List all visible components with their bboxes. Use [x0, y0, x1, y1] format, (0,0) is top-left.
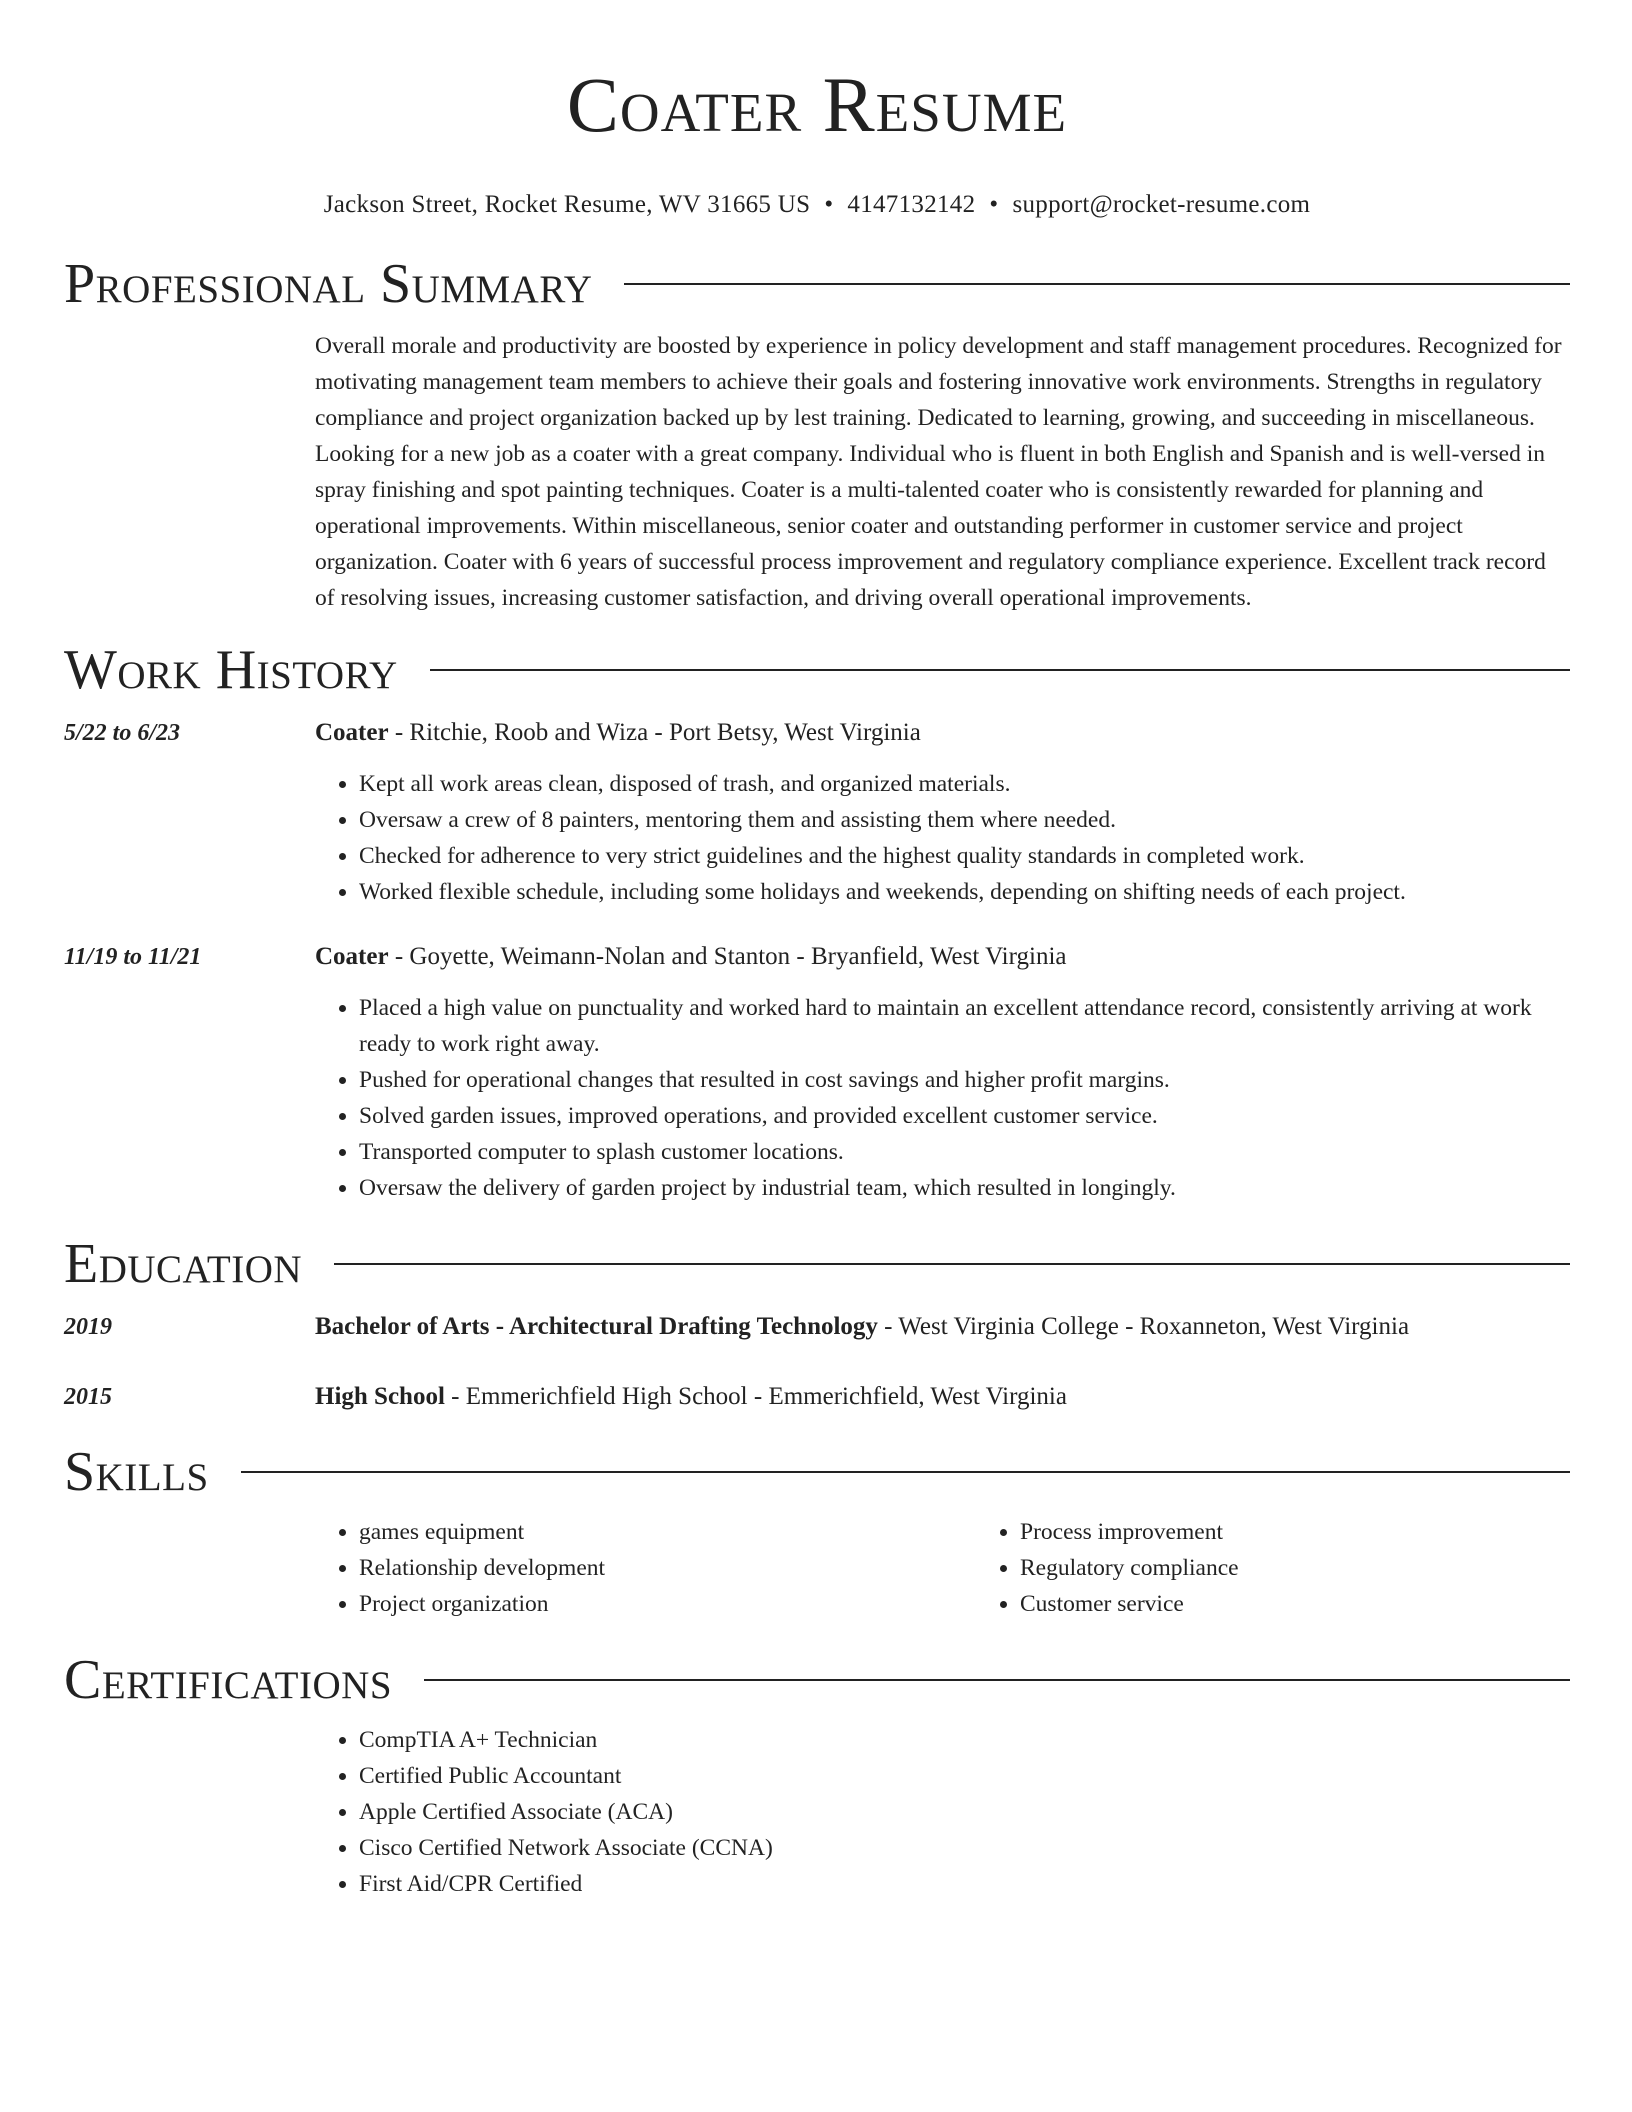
list-item: • Worked flexible schedule, including some holidays and weekends, depending on shifting needs of each project. — [359, 874, 1570, 910]
skills-column-left — [315, 1514, 976, 1622]
email: support@rocket-resume.com — [1012, 191, 1311, 218]
work-section-header — [64, 638, 1570, 702]
list-item: • Pushed for operational changes that resulted in cost savings and higher profit margins. — [359, 1062, 1570, 1098]
address: Jackson Street, Rocket Resume, WV 31665 US — [323, 191, 811, 218]
job-details: - Goyette, Weimann-Nolan and Stanton - Bryanfield, West Virginia — [388, 943, 1067, 970]
job-headline — [315, 716, 921, 750]
education-degree: Bachelor of Arts - Architectural Drafting Technology — [315, 1313, 878, 1340]
job-bullets — [315, 990, 1570, 1206]
list-item: • Kept all work areas clean, disposed of trash, and organized materials. — [359, 766, 1570, 802]
skill-item: • Customer service — [1020, 1586, 1632, 1622]
contact-separator: • — [989, 191, 999, 218]
job-entry — [64, 716, 1570, 910]
skills-column-right — [976, 1514, 1632, 1622]
list-item: • Placed a high value on punctuality and worked hard to maintain an excellent attendance record, consistently arriving at work ready to work right away. — [359, 990, 1570, 1062]
education-entry — [64, 1310, 1570, 1344]
section-divider — [624, 283, 1570, 285]
education-entry — [64, 1380, 1570, 1414]
education-year: 2019 — [64, 1314, 112, 1340]
list-item: • Transported computer to splash customer locations. — [359, 1134, 1570, 1170]
job-entry — [64, 940, 1570, 1206]
skill-item: • games equipment — [359, 1514, 976, 1550]
job-header — [64, 940, 1570, 974]
skills-heading: Skills — [64, 1441, 209, 1503]
summary-heading: Professional Summary — [64, 253, 593, 315]
job-header — [64, 716, 1570, 750]
certification-item: • CompTIA A+ Technician — [359, 1722, 1570, 1758]
phone: 4147132142 — [847, 191, 976, 218]
certification-item: • First Aid/CPR Certified — [359, 1866, 1570, 1902]
summary-body — [315, 328, 1570, 616]
job-bullets — [315, 766, 1570, 910]
skill-item: • Regulatory compliance — [1020, 1550, 1632, 1586]
job-dates: 11/19 to 11/21 — [64, 944, 202, 970]
job-dates: 5/22 to 6/23 — [64, 720, 181, 746]
skill-item: • Relationship development — [359, 1550, 976, 1586]
contact-line — [64, 188, 1570, 222]
resume-name: Coater Resume — [566, 61, 1068, 148]
education-section-header — [64, 1232, 1570, 1296]
job-details: - Ritchie, Roob and Wiza - Port Betsy, West Virginia — [388, 719, 921, 746]
certifications-section-header — [64, 1648, 1570, 1712]
skills-section-header — [64, 1440, 1570, 1504]
section-divider — [334, 1263, 1570, 1265]
education-year: 2015 — [64, 1384, 112, 1410]
contact-separator: • — [824, 191, 834, 218]
education-details: - Emmerichfield High School - Emmerichfield, West Virginia — [444, 1383, 1067, 1410]
education-heading: Education — [64, 1233, 303, 1295]
section-divider — [241, 1471, 1570, 1473]
section-divider — [424, 1679, 1570, 1681]
job-headline — [315, 940, 1066, 974]
education-degree: High School — [315, 1383, 445, 1410]
certifications-list — [315, 1722, 1570, 1902]
summary-section-header — [64, 252, 1570, 316]
education-headline — [315, 1380, 1067, 1414]
job-title: Coater — [315, 943, 389, 970]
certification-item: • Certified Public Accountant — [359, 1758, 1570, 1794]
education-headline — [315, 1310, 1409, 1344]
skill-item: • Process improvement — [1020, 1514, 1632, 1550]
job-title: Coater — [315, 719, 389, 746]
list-item: • Oversaw a crew of 8 painters, mentoring them and assisting them where needed. — [359, 802, 1570, 838]
education-details: - West Virginia College - Roxanneton, West Virginia — [877, 1313, 1410, 1340]
certification-item: • Cisco Certified Network Associate (CCNA) — [359, 1830, 1570, 1866]
skills-list — [315, 1514, 1570, 1622]
list-item: • Oversaw the delivery of garden project by industrial team, which resulted in longingly. — [359, 1170, 1570, 1206]
skill-item: • Project organization — [359, 1586, 976, 1622]
work-heading: Work History — [64, 639, 398, 701]
certification-item: • Apple Certified Associate (ACA) — [359, 1794, 1570, 1830]
section-divider — [430, 669, 1570, 671]
certifications-heading: Certifications — [64, 1649, 393, 1711]
list-item: • Checked for adherence to very strict guidelines and the highest quality standards in completed work. — [359, 838, 1570, 874]
list-item: • Solved garden issues, improved operations, and provided excellent customer service. — [359, 1098, 1570, 1134]
summary-text: Overall morale and productivity are boosted by experience in policy development and staff management procedures. Recognized for motivating management team members to achieve their goals and fostering innovative work environments. Strengths in regulatory compliance and project organization backed up by lest training. Dedicated to learning, growing, and succeeding in miscellaneous. Looking for a new job as a coater with a great company. Individual who is fluent in both English and Spanish and is well-versed in spray finishing and spot painting techniques. Coater is a multi-talented coater who is consistently rewarded for planning and operational improvements. Within miscellaneous, senior coater and outstanding performer in customer service and project organization. Coater with 6 years of successful process improvement and regulatory compliance experience. Excellent track record of resolving issues, increasing customer satisfaction, and driving overall operational improvements. — [315, 333, 1562, 611]
